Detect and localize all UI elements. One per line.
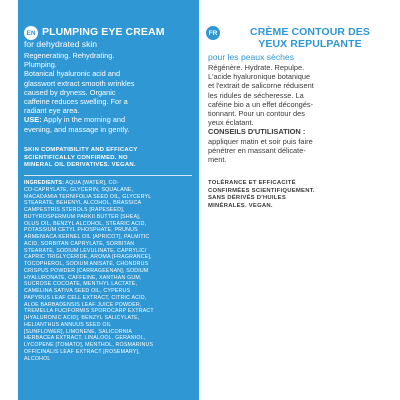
ingredients-line: STEARATE, BEHENYL ALCOHOL, BRASSICA (24, 200, 142, 207)
ingredients-text: AQUA [WATER], CO- (64, 180, 119, 186)
ingredients-line: TOCOPHEROL, SODIUM ANISATE, CHONDRUS (24, 261, 149, 267)
ingredients-line: ACID, SORBITAN CAPRYLATE, SORBITAN (24, 240, 135, 247)
ingredients-line: CO-CAPRYLATE, GLYCERIN, SQUALANE, (24, 186, 134, 193)
en-product-title: PLUMPING EYE CREAM (42, 26, 165, 38)
en-description-line: Plumping. (24, 60, 57, 70)
fr-usage-label: CONSEILS D'UTILISATION : (208, 127, 306, 137)
ingredients-line: HYALURONATE, CAFFEINE, XANTHAN GUM, (24, 274, 142, 281)
ingredients-line: ALCOHOL (24, 355, 51, 362)
fr-claim-line: CONFIRMÉES SCIENTIFIQUEMENT. (208, 187, 315, 194)
ingredients-line: SUCROSE COCOATE, MENTHYL LACTATE, (24, 281, 138, 288)
ingredients-line: POTASSIUM CETYL PHOSPHATE, PRUNUS (24, 227, 138, 234)
ingredients-line: CAMPESTRIS STEROLS [RAPESEED], (24, 207, 125, 213)
fr-claims (208, 180, 394, 210)
ingredients-line: [HYALURONIC ACID], BENZYL SALICYLATE, (24, 315, 140, 321)
en-description-line: Regenerating. Rehydrating. (24, 51, 115, 60)
fr-usage-line: ment. (208, 155, 227, 165)
fr-language-badge: FR (206, 26, 220, 40)
ingredients-line: ARMENIACA KERNEL OIL [APRICOT], PALMITIC (24, 234, 150, 240)
ingredients-line: ALOE BARBADENSIS LEAF JUICE POWDER, (24, 301, 142, 308)
fr-title-line: CRÈME CONTOUR DES (250, 26, 370, 38)
ingredients-line: BUTYROSPERMUM PARKII BUTTER [SHEA], (24, 213, 141, 220)
fr-usage-line: appliquer matin et soir puis faire (208, 136, 313, 146)
ingredients-line: CRISPUS POWDER [CARRAGEENAN], SODIUM (24, 267, 149, 274)
en-claim-line: MINERAL OIL DERIVATIVES. VEGAN. (24, 162, 136, 169)
en-description-line: glasswort extract smooth wrinkles (24, 78, 135, 88)
en-language-badge: EN (24, 26, 38, 40)
ingredients-line: HERBACEA EXTRACT, LINALOOL, GERANIOL, (24, 335, 146, 342)
ingredients-line: OLUS OIL, BENZYL ALCOHOL, STEARIC ACID, (24, 220, 147, 227)
fr-description-line: L'acide hyaluronique botanique (208, 72, 311, 82)
fr-usage-line: pénétrer en massant délicate- (208, 145, 306, 155)
english-label-panel (18, 0, 199, 400)
section-divider (24, 175, 192, 176)
en-description-line: radiant eye area. (24, 106, 80, 116)
en-description-line: Botanical hyaluronic acid and (24, 69, 121, 79)
ingredients-line: MACADAMIA TERNIFOLIA SEED OIL, GLYCERYL (24, 193, 152, 200)
ingredients-line: OFFICINALIS LEAF EXTRACT [ROSEMARY], (24, 348, 140, 355)
french-label-panel (200, 0, 400, 400)
fr-description-line: Régénère. Hydrate. Repulpe. (208, 63, 305, 72)
en-usage-line: evening, and massage in gently. (24, 124, 130, 134)
fr-product-title (224, 26, 396, 50)
fr-title-line: YEUX REPULPANTE (258, 38, 362, 50)
fr-claim-line: TOLÉRANCE ET EFFICACITÉ (208, 180, 296, 186)
en-description-line: caused by dryness. Organic (24, 87, 116, 97)
ingredients-line: LYCOPENE [TOMATO], MENTHOL, ROSMARINUS (24, 342, 154, 348)
ingredients-line: PAPYRUS LEAF CELL EXTRACT, CITRIC ACID, (24, 294, 147, 301)
fr-description-line: yeux éclatant. (208, 118, 254, 128)
ingredients-line: HELIANTHUS ANNUUS SEED OIL (24, 321, 112, 328)
fr-description (208, 63, 394, 164)
en-usage-text: Apply in the morning and (41, 115, 126, 125)
en-description (24, 51, 196, 134)
en-ingredients-list (24, 180, 196, 362)
fr-description-line: et l'extrait de salicorne réduisent (208, 81, 314, 91)
en-claim-line: SCIENTIFICALLY CONFIRMED. NO (24, 154, 128, 161)
en-product-subtitle: for dehydrated skin (24, 39, 98, 49)
en-claims (24, 147, 194, 170)
ingredients-line: [SUNFLOWER], LIMONENE, SALICORNIA (24, 328, 133, 335)
en-usage-label: USE: (24, 115, 42, 125)
fr-claim-line: SANS DÉRIVÉS D'HUILES (208, 195, 287, 202)
fr-description-line: les ridules de sécheresse. La (208, 90, 304, 100)
ingredients-line: TREMELLA FUCIFORMIS SPOROCARP EXTRACT (24, 308, 154, 315)
ingredients-label: INGREDIENTS: (24, 180, 65, 186)
fr-claim-line: MINÉRALES. VEGAN. (208, 202, 273, 209)
fr-product-subtitle: pour les peaux sèches (208, 52, 294, 62)
en-claim-line: SKIN COMPATIBILITY AND EFFICACY (24, 147, 138, 153)
ingredients-line: CAMELINA SATIVA SEED OIL, CYPERUS (24, 288, 131, 294)
ingredients-line: STEARATE, SODIUM LEVULINATE, CAPRYLIC/ (24, 247, 147, 254)
en-usage-line (24, 115, 196, 124)
ingredients-line (24, 180, 196, 187)
ingredients-line: CAPRIC TRIGLYCERIDE, AROMA [FRAGRANCE], (24, 254, 152, 261)
en-description-line: caffeine reduces swelling. For a (24, 97, 128, 107)
fr-description-line: caféine bio a un effet décongés- (208, 99, 314, 109)
fr-description-line: tionnant. Pour un contour des (208, 109, 305, 119)
